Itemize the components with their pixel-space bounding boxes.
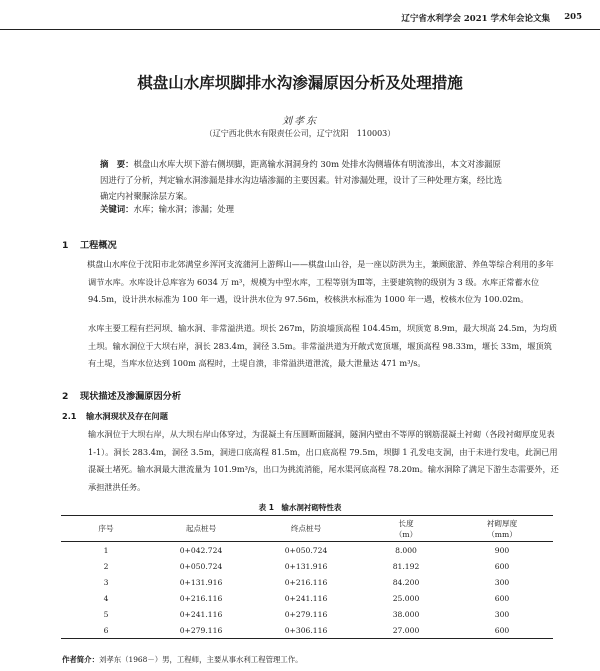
table-caption: 表 1 输水洞衬砌特性表 (258, 503, 342, 512)
keywords-label: 关键词： (100, 204, 134, 214)
section-title: 现状描述及渗漏原因分析 (80, 391, 182, 402)
paragraph-overview: 棋盘山水库位于沈阳市北郊满堂乡浑河支流蒲河上游辉山——棋盘山山谷，是一座以防洪为主，兼顾旅游、养鱼等综合利用的多年调节水库。水库设计总库容为 6034 万 m³，规模为中型水库，工程等别为Ⅲ等，主要建筑物的级别为 3 级。水库正常蓄水位 94.5m，设计洪水标准为 100 年一遇，设计洪水位为 97.56m，校核洪水标准为 1000 年一遇，校核水位为 100.02m。 (87, 259, 554, 305)
cell-length: 27.000 (361, 622, 451, 639)
footnote-text: 刘孝东（1968－）男，工程师，主要从事水利工程管理工作。 (98, 655, 303, 664)
subsection-number: 2.1 (62, 411, 77, 421)
cell-end: 0+131.916 (284, 561, 328, 571)
cell-length: 81.192 (392, 561, 420, 571)
cell-index: 2 (103, 561, 109, 571)
cell-index: 4 (103, 593, 109, 603)
cell-start: 0+279.116 (151, 622, 251, 639)
cell-end: 0+279.116 (284, 609, 328, 619)
cell-end: 0+306.116 (251, 622, 361, 639)
section-title: 工程概况 (80, 240, 117, 251)
cell-start: 0+042.724 (179, 545, 223, 555)
cell-length: 25.000 (392, 593, 420, 603)
cell-index: 5 (103, 609, 109, 619)
cell-start: 0+131.916 (179, 577, 223, 587)
keywords (100, 203, 502, 215)
cell-thickness: 600 (494, 593, 510, 603)
table-row (61, 622, 553, 639)
cell-index: 3 (103, 577, 109, 587)
abstract-label: 摘 要： (100, 159, 134, 169)
table-header-row (61, 516, 553, 542)
section-number: 1 (62, 240, 69, 251)
section-heading-2 (62, 388, 181, 402)
author-name: 刘孝东 (282, 116, 318, 127)
subsection-heading-2-1 (62, 411, 168, 422)
table-row (61, 590, 553, 606)
section-heading-1 (62, 237, 117, 251)
cell-end: 0+216.116 (284, 577, 328, 587)
col-header-start: 起点桩号 (151, 516, 251, 542)
subsection-title: 输水洞现状及存在问题 (86, 411, 168, 421)
author-footnote (62, 654, 303, 665)
col-header-end: 终点桩号 (251, 516, 361, 542)
cell-start: 0+216.116 (179, 593, 223, 603)
cell-length: 38.000 (392, 609, 420, 619)
running-header (0, 12, 600, 28)
table-row (61, 558, 553, 574)
cell-thickness: 900 (494, 545, 510, 555)
page-number: 205 (564, 12, 582, 22)
keywords-text: 水库；输水洞；渗漏；处理 (133, 204, 234, 214)
cell-thickness: 300 (494, 577, 510, 587)
cell-start: 0+050.724 (179, 561, 223, 571)
cell-length: 84.200 (392, 577, 420, 587)
cell-thickness: 600 (451, 622, 553, 639)
header-rule (0, 29, 600, 30)
cell-length: 8.000 (395, 545, 417, 555)
cell-end: 0+050.724 (284, 545, 328, 555)
col-header-length: 长度 （m） (361, 516, 451, 542)
cell-start: 0+241.116 (179, 609, 223, 619)
footnote-label: 作者简介： (62, 655, 99, 664)
table-row (61, 542, 553, 559)
col-header-thickness: 衬砌厚度 （mm） (451, 516, 553, 542)
cell-index: 6 (61, 622, 151, 639)
cell-thickness: 600 (494, 561, 510, 571)
abstract (100, 156, 502, 205)
journal-name: 辽宁省水利学会 2021 学术年会论文集 (401, 14, 550, 24)
paragraph-outlet-tunnel: 输水洞位于大坝右岸，从大坝右岸山体穿过，为混凝土有压圆断面隧洞，隧洞内壁由不等厚的钢筋混凝土衬砌（各段衬砌厚度见表 1-1）。洞长 283.4m，洞径 3.5m，洞进口底高程 81.5m，出口底高程 79.5m，坝脚 1 孔发电支洞，由于未进行发电，此洞已用混凝土堵死。输水洞最大泄流量为 101.9m³/s，出口为挑流消能，尾水渠河底高程 78.20m。输水洞除了满足下游生态需要外，还承担泄洪任务。 (88, 429, 559, 492)
abstract-text: 棋盘山水库大坝下游右侧坝脚，距离输水洞洞身约 30m 处排水沟侧墙体有明流渗出，本文对渗漏原因进行了分析，判定输水洞渗漏是排水沟边墙渗漏的主要因素。针对渗漏处理，设计了三种处理方案，经比选确定内衬聚脲涂层方案。 (100, 159, 502, 202)
cell-index: 1 (103, 545, 109, 555)
paper-title: 棋盘山水库坝脚排水沟渗漏原因分析及处理措施 (137, 74, 463, 92)
cell-end: 0+241.116 (284, 593, 328, 603)
cell-thickness: 300 (494, 609, 510, 619)
section-number: 2 (62, 391, 69, 402)
lining-table (61, 515, 553, 639)
table-row (61, 574, 553, 590)
author-affiliation: （辽宁西北供水有限责任公司，辽宁沈阳 110003） (204, 129, 396, 138)
table-row (61, 606, 553, 622)
paragraph-structures: 水库主要工程有拦河坝、输水洞、非常溢洪道。坝长 267m，防浪墙顶高程 104.45m，坝顶宽 8.9m，最大坝高 24.5m，为均质土坝。输水洞位于大坝右岸，洞长 283.4m，洞径 3.5m。非常溢洪道为开敞式宽顶堰，堰顶高程 98.33m，堰长 33m，堰顶筑有土堤，当库水位达到 100m 高程时，土堤自溃，非常溢洪道泄流，最大泄量达 471 m³/s。 (88, 323, 558, 369)
col-header-index: 序号 (61, 516, 151, 542)
